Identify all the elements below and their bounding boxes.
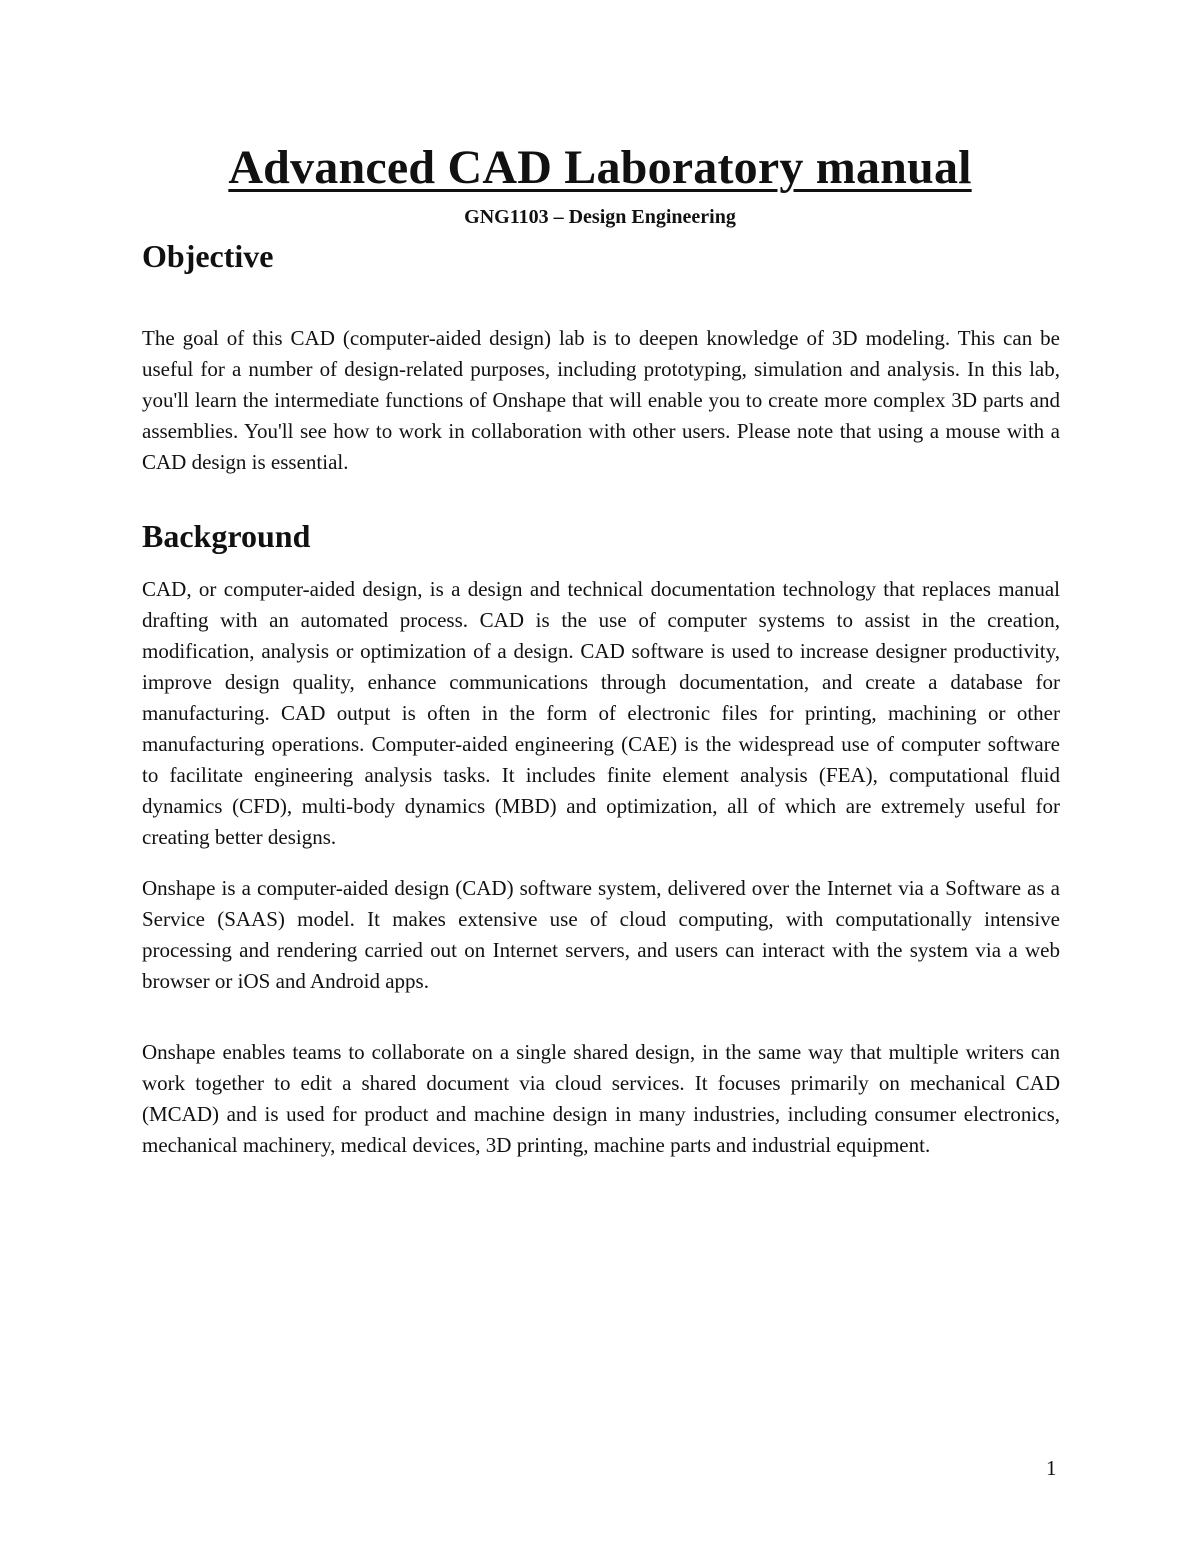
background-paragraph-onshape: Onshape is a computer-aided design (CAD) software system, delivered over the Internet via a Software as a Service (SAAS) model. It makes extensive use of cloud computing, with computationally intensive processing and rendering carried out on Internet servers, and users can interact with the system via a web browser or iOS and Android apps. (142, 876, 1060, 993)
objective-paragraph: The goal of this CAD (computer-aided design) lab is to deepen knowledge of 3D modeling. This can be useful for a number of design-related purposes, including prototyping, simulation and analysis. In this lab, you'll learn the intermediate functions of Onshape that will enable you to create more complex 3D parts and assemblies. You'll see how to work in collaboration with other users. Please note that using a mouse with a CAD design is essential. (142, 326, 1060, 474)
page-number: 1 (1046, 1456, 1057, 1480)
document-subtitle: GNG1103 – Design Engineering (464, 206, 736, 228)
objective-heading: Objective (142, 238, 274, 274)
background-paragraph-collaboration: Onshape enables teams to collaborate on a single shared design, in the same way that multiple writers can work together to edit a shared document via cloud services. It focuses primarily on mechanical CAD (MCAD) and is used for product and machine design in many industries, including consumer electronics, mechanical machinery, medical devices, 3D printing, machine parts and industrial equipment. (142, 1040, 1060, 1157)
background-heading: Background (142, 518, 311, 554)
background-paragraph-cad: CAD, or computer-aided design, is a design and technical documentation technology that replaces manual drafting with an automated process. CAD is the use of computer systems to assist in the creation, modification, analysis or optimization of a design. CAD software is used to increase designer productivity, improve design quality, enhance communications through documentation, and create a database for manufacturing. CAD output is often in the form of electronic files for printing, machining or other manufacturing operations. Computer-aided engineering (CAE) is the widespread use of computer software to facilitate engineering analysis tasks. It includes finite element analysis (FEA), computational fluid dynamics (CFD), multi-body dynamics (MBD) and optimization, all of which are extremely useful for creating better designs. (142, 577, 1060, 849)
document-title: Advanced CAD Laboratory manual (228, 141, 972, 194)
